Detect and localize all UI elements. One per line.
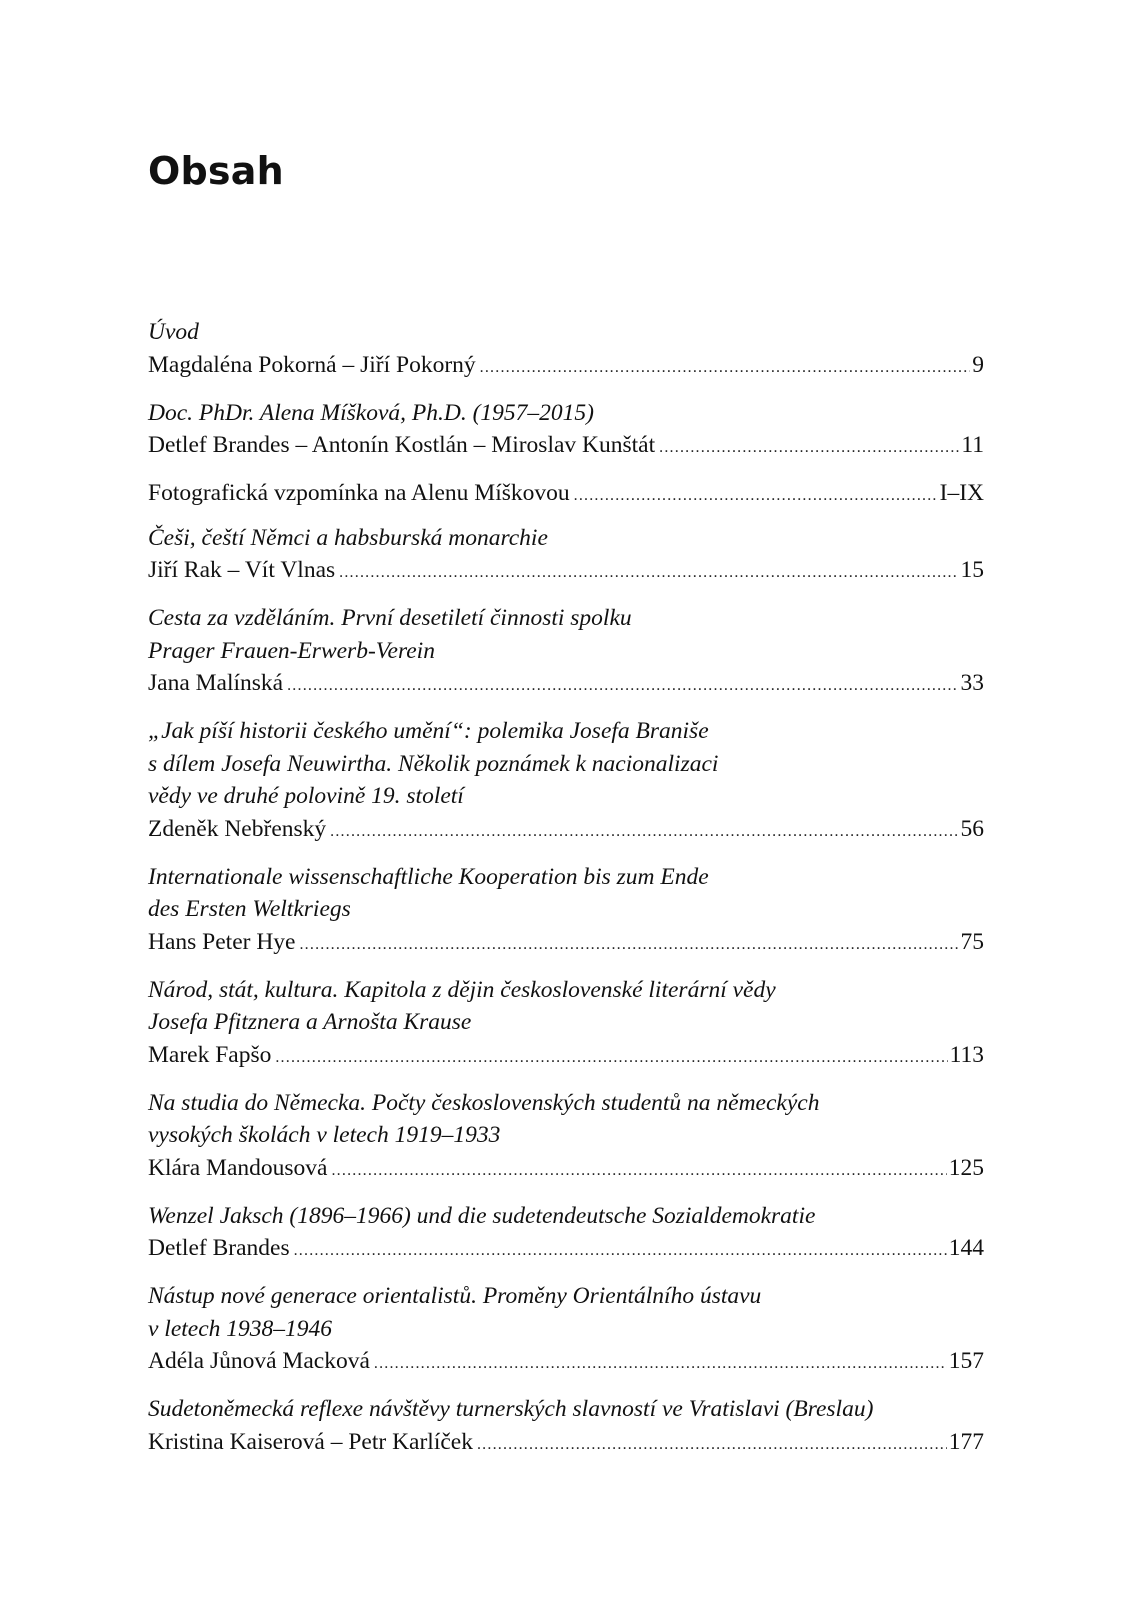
toc-entry-leader-line	[148, 349, 984, 382]
toc-entry-title: v letech 1938–1946	[148, 1315, 333, 1342]
dot-leader	[339, 565, 958, 581]
toc-entry-authors: Detlef Brandes	[148, 1235, 290, 1261]
toc-entry-authors: Adéla Jůnová Macková	[148, 1348, 370, 1374]
toc-entry	[148, 316, 984, 381]
toc-entry	[148, 1200, 984, 1265]
toc-entry-authors: Detlef Brandes – Antonín Kostlán – Miroslav Kunštát	[148, 432, 656, 458]
toc-entry-page-number: 33	[960, 670, 984, 696]
toc-entry	[148, 861, 984, 959]
toc-entry-title: Národ, stát, kultura. Kapitola z dějin československé literární vědy	[148, 976, 776, 1003]
toc-entry-title: Wenzel Jaksch (1896–1966) und die sudetendeutsche Sozialdemokratie	[148, 1202, 816, 1229]
toc-entry-page-number: 56	[960, 815, 984, 842]
toc-entry-authors: Jana Malínská	[148, 670, 284, 696]
toc-entry-leader-line	[148, 1039, 984, 1072]
toc-entry-leader-line	[148, 926, 984, 959]
dot-leader	[659, 440, 959, 456]
dot-leader	[287, 678, 958, 694]
toc-entry-title: Doc. PhDr. Alena Míšková, Ph.D. (1957–2015)	[148, 399, 594, 426]
toc-entry-title: Josefa Pfitznera a Arnošta Krause	[148, 1009, 472, 1035]
toc-entry-title: vysokých školách v letech 1919–1933	[148, 1122, 501, 1148]
toc-entry-leader-line	[148, 1232, 984, 1265]
toc-entry-title: Prager Frauen-Erwerb-Verein	[148, 637, 435, 664]
toc-entry	[148, 1087, 984, 1185]
toc-entry-page-number: 11	[961, 432, 984, 458]
toc-entry-page-number: 125	[948, 1154, 984, 1181]
toc-entry-title: Nástup nové generace orientalistů. Proměny Orientálního ústavu	[148, 1283, 762, 1309]
toc-entry-page-number: 157	[948, 1348, 984, 1374]
dot-leader	[275, 1050, 947, 1066]
dot-leader	[480, 360, 971, 376]
toc-entry	[148, 522, 984, 587]
toc-entry-authors: Zdeněk Nebřenský	[148, 815, 327, 842]
toc-entry-leader-line	[148, 667, 984, 700]
toc-entry-title: „Jak píší historii českého umění“: polemika Josefa Braniše	[148, 718, 709, 744]
toc-entry	[148, 1393, 984, 1458]
toc-entry-authors: Magdaléna Pokorná – Jiří Pokorný	[148, 351, 476, 378]
toc-entry	[148, 715, 984, 845]
toc-entry-page-number: 144	[948, 1235, 984, 1261]
toc-entry-leader-line	[148, 1152, 984, 1185]
toc-entry	[148, 477, 984, 510]
toc-entry-page-number: 9	[972, 351, 984, 378]
toc-entry-leader-line	[148, 813, 984, 846]
toc-entry	[148, 974, 984, 1072]
toc-entry-title: Cesta za vzděláním. První desetiletí činnosti spolku	[148, 605, 632, 631]
toc-entry	[148, 397, 984, 462]
toc-entry	[148, 602, 984, 700]
toc-entry-page-number: 177	[948, 1428, 984, 1455]
toc-entry-leader-line	[148, 1345, 984, 1378]
toc-entry-authors: Marek Fapšo	[148, 1041, 272, 1068]
page-title: Obsah	[148, 149, 284, 193]
toc-entry-title: des Ersten Weltkriegs	[148, 896, 351, 922]
toc-entry-page-number: I–IX	[939, 480, 984, 506]
toc-entry-page-number: 113	[949, 1041, 984, 1068]
toc-entry-leader-line	[148, 554, 984, 587]
toc-entry-title: Úvod	[148, 319, 199, 345]
dot-leader	[330, 824, 958, 840]
toc-entry-page-number: 15	[960, 557, 984, 583]
table-of-contents	[148, 316, 984, 1474]
dot-leader	[574, 488, 938, 504]
toc-entry-title: vědy ve druhé polovině 19. století	[148, 783, 464, 809]
dot-leader	[374, 1356, 947, 1372]
toc-entry-authors: Jiří Rak – Vít Vlnas	[148, 557, 336, 583]
toc-entry-authors: Klára Mandousová	[148, 1154, 328, 1181]
toc-entry-leader-line	[148, 429, 984, 462]
toc-entry-page-number: 75	[960, 928, 984, 955]
toc-entry-leader-line	[148, 1426, 984, 1459]
toc-entry-leader-line	[148, 477, 984, 510]
dot-leader	[294, 1243, 947, 1259]
toc-entry-title: s dílem Josefa Neuwirtha. Několik poznámek k nacionalizaci	[148, 750, 719, 777]
toc-entry	[148, 1280, 984, 1378]
toc-entry-title: Češi, čeští Němci a habsburská monarchie	[148, 524, 548, 551]
toc-entry-title: Sudetoněmecká reflexe návštěvy turnerských slavností ve Vratislavi (Breslau)	[148, 1396, 874, 1422]
dot-leader	[299, 937, 958, 953]
dot-leader	[331, 1163, 946, 1179]
toc-entry-title: Na studia do Německa. Počty československých studentů na německých	[148, 1089, 820, 1116]
toc-entry-authors: Fotografická vzpomínka na Alenu Míškovou	[148, 480, 570, 506]
toc-entry-title: Internationale wissenschaftliche Kooperation bis zum Ende	[148, 863, 709, 890]
toc-entry-authors: Hans Peter Hye	[148, 928, 296, 955]
toc-entry-authors: Kristina Kaiserová – Petr Karlíček	[148, 1428, 473, 1455]
dot-leader	[477, 1437, 947, 1453]
